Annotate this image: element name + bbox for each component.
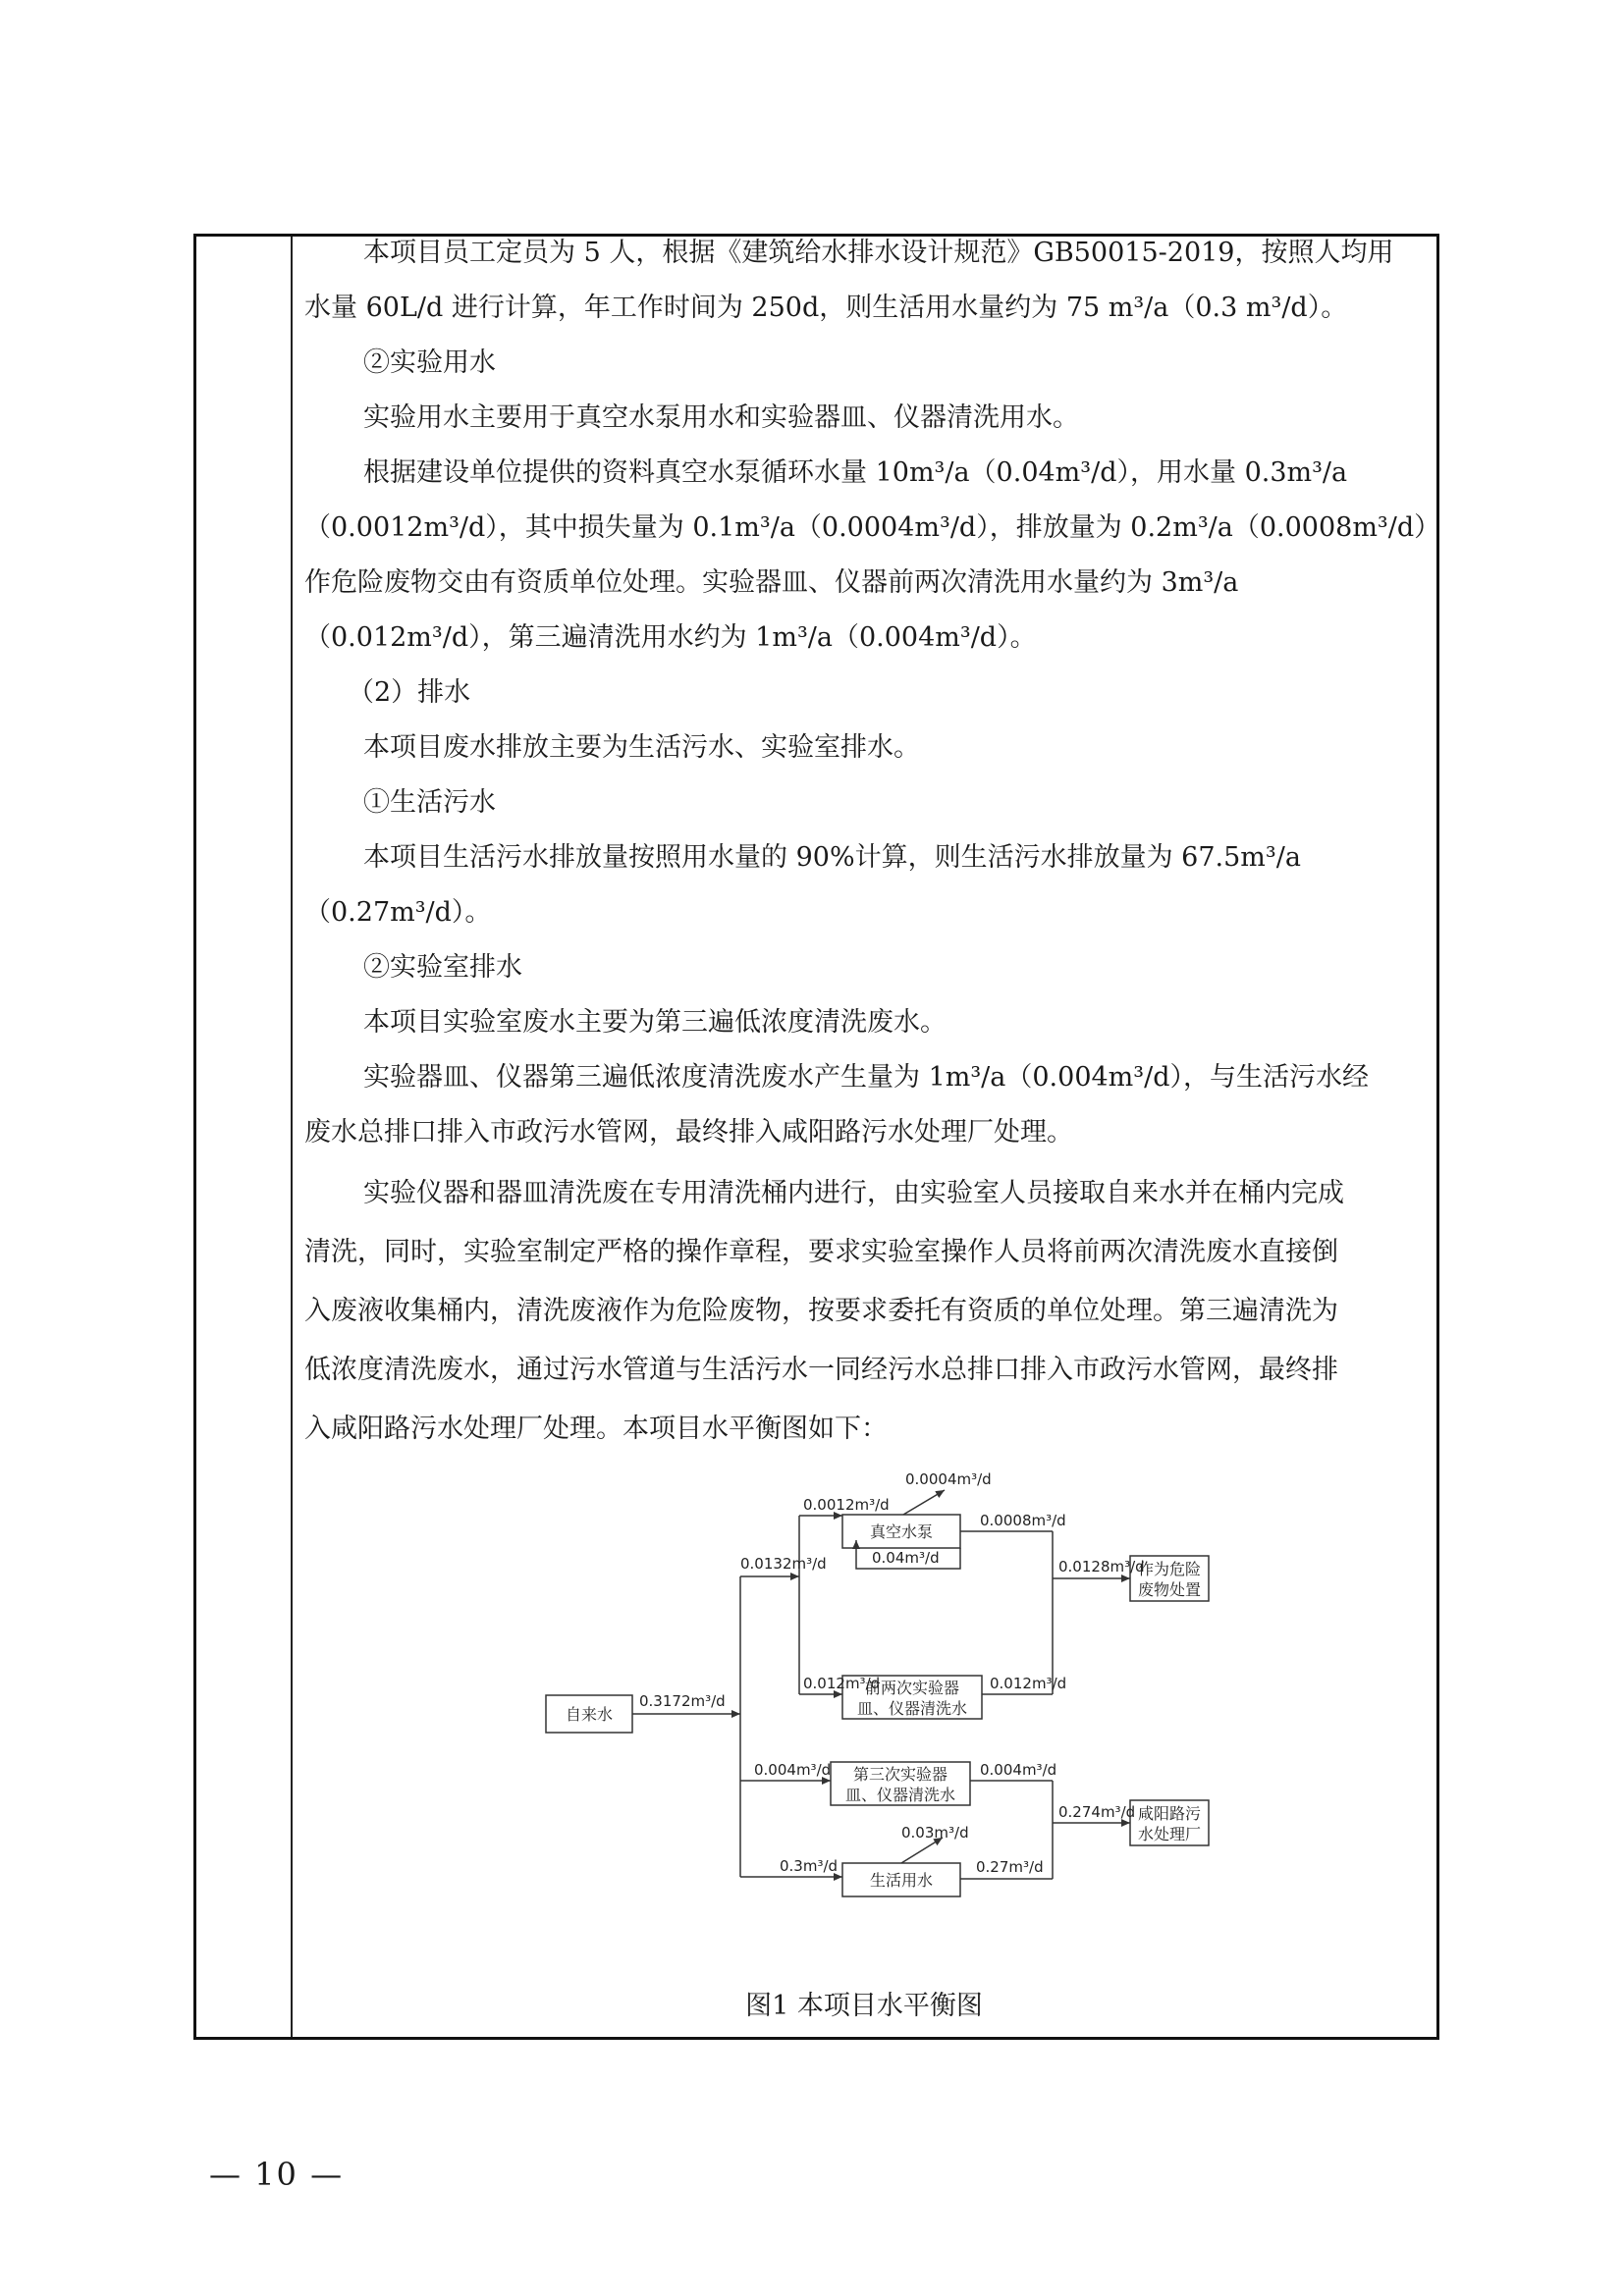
table-frame (193, 234, 1439, 2040)
heading-lab-water: ②实验用水 (363, 347, 496, 378)
para-11-line-1: 实验器皿、仪器第三遍低浓度清洗废水产生量为 1m³/a（0.004m³/d），与生活污水经 (363, 1062, 1369, 1093)
label-to-plant: 0.274m³/d (1058, 1803, 1136, 1821)
label-domestic-loss: 0.03m³/d (901, 1824, 969, 1842)
para-1-line-1: 本项目员工定员为 5 人，根据《建筑给水排水设计规范》GB50015-2019，按照人均用 (363, 238, 1394, 268)
water-balance-diagram (403, 1468, 1424, 1959)
node-third-wash (831, 1762, 970, 1805)
para-8-line-1: 本项目生活污水排放量按照用水量的 90%计算，则生活污水排放量为 67.5m³/a (363, 842, 1301, 873)
para-lab-water: 实验用水主要用于真空水泵用水和实验器皿、仪器清洗用水。 (363, 402, 1079, 433)
label-pump-circulation: 0.04m³/d (872, 1549, 940, 1567)
para-lab-wastewater: 本项目实验室废水主要为第三遍低浓度清洗废水。 (363, 1007, 947, 1038)
label-to-domestic: 0.3m³/d (780, 1857, 839, 1875)
para-4-line-2: （0.0012m³/d），其中损失量为 0.1m³/a（0.0004m³/d），排放量为 0.2m³/a（0.0008m³/d） (304, 512, 1441, 543)
para-4-line-1: 根据建设单位提供的资料真空水泵循环水量 10m³/a（0.04m³/d），用水量 0.3m³/a (363, 457, 1348, 488)
para-4-line-4: （0.012m³/d），第三遍清洗用水约为 1m³/a（0.004m³/d）。 (304, 622, 1037, 653)
para-8-line-2: （0.27m³/d）。 (304, 897, 492, 928)
node-tap-water (546, 1695, 632, 1733)
para-12-line-4: 低浓度清洗废水，通过污水管道与生活污水一同经污水总排口排入市政污水管网，最终排 (304, 1355, 1338, 1385)
node-hazardous-waste-label-1: 作为危险 (1137, 1560, 1202, 1578)
node-first-two-wash-label-2: 皿、仪器清洗水 (856, 1699, 968, 1718)
heading-lab-drainage: ②实验室排水 (363, 952, 522, 983)
node-third-wash-label-1: 第三次实验器 (852, 1765, 948, 1784)
para-12-line-2: 清洗，同时，实验室制定严格的操作章程，要求实验室操作人员将前两次清洗废水直接倒 (304, 1237, 1338, 1267)
para-4-line-3: 作危险废物交由有资质单位处理。实验器皿、仪器前两次清洗用水量约为 3m³/a (304, 567, 1239, 598)
para-12-line-3: 入废液收集桶内，清洗废液作为危险废物，按要求委托有资质的单位处理。第三遍清洗为 (304, 1296, 1338, 1326)
para-1-line-2: 水量 60L/d 进行计算，年工作时间为 250d，则生活用水量约为 75 m³/a（0.3 m³/d）。 (304, 293, 1348, 323)
node-sewage-plant (1130, 1800, 1209, 1845)
label-third-out: 0.004m³/d (980, 1761, 1057, 1779)
node-sewage-plant-label-1: 咸阳路污 (1137, 1804, 1202, 1823)
label-tap-out: 0.3172m³/d (639, 1692, 726, 1710)
node-vacuum-pump (842, 1515, 960, 1548)
flow-pump-loss (903, 1490, 945, 1515)
label-to-third: 0.004m³/d (754, 1761, 832, 1779)
para-12-line-5: 入咸阳路污水处理厂处理。本项目水平衡图如下： (304, 1414, 888, 1444)
node-first-two-wash-label-1: 前两次实验器 (864, 1679, 960, 1697)
node-tap-water-label: 自来水 (565, 1705, 614, 1724)
node-vacuum-pump-label: 真空水泵 (869, 1522, 934, 1541)
label-to-first-two: 0.012m³/d (803, 1675, 881, 1692)
figure-caption: 图1 本项目水平衡图 (745, 1991, 983, 2021)
label-pump-out: 0.0008m³/d (980, 1512, 1066, 1529)
label-first-two-out: 0.012m³/d (990, 1675, 1067, 1692)
label-domestic-out: 0.27m³/d (976, 1858, 1044, 1876)
para-drainage: 本项目废水排放主要为生活污水、实验室排水。 (363, 732, 920, 763)
label-to-hazardous: 0.0128m³/d (1058, 1558, 1145, 1575)
node-hazardous-waste-label-2: 废物处置 (1137, 1580, 1202, 1599)
para-12-line-1: 实验仪器和器皿清洗废在专用清洗桶内进行，由实验室人员接取自来水并在桶内完成 (363, 1178, 1344, 1208)
node-sewage-plant-label-2: 水处理厂 (1137, 1825, 1202, 1843)
node-domestic-water (842, 1863, 960, 1896)
label-pump-loss: 0.0004m³/d (905, 1470, 992, 1488)
para-11-line-2: 废水总排口排入市政污水管网，最终排入咸阳路污水处理厂处理。 (304, 1117, 1073, 1148)
heading-domestic-sewage: ①生活污水 (363, 787, 496, 818)
page-number: — 10 — (209, 2156, 345, 2193)
node-third-wash-label-2: 皿、仪器清洗水 (844, 1786, 956, 1804)
node-domestic-water-label: 生活用水 (869, 1871, 934, 1890)
label-to-pump: 0.0012m³/d (803, 1496, 890, 1514)
heading-drainage: （2）排水 (348, 677, 471, 708)
column-divider (291, 237, 293, 2037)
label-lab-branch: 0.0132m³/d (740, 1555, 827, 1573)
